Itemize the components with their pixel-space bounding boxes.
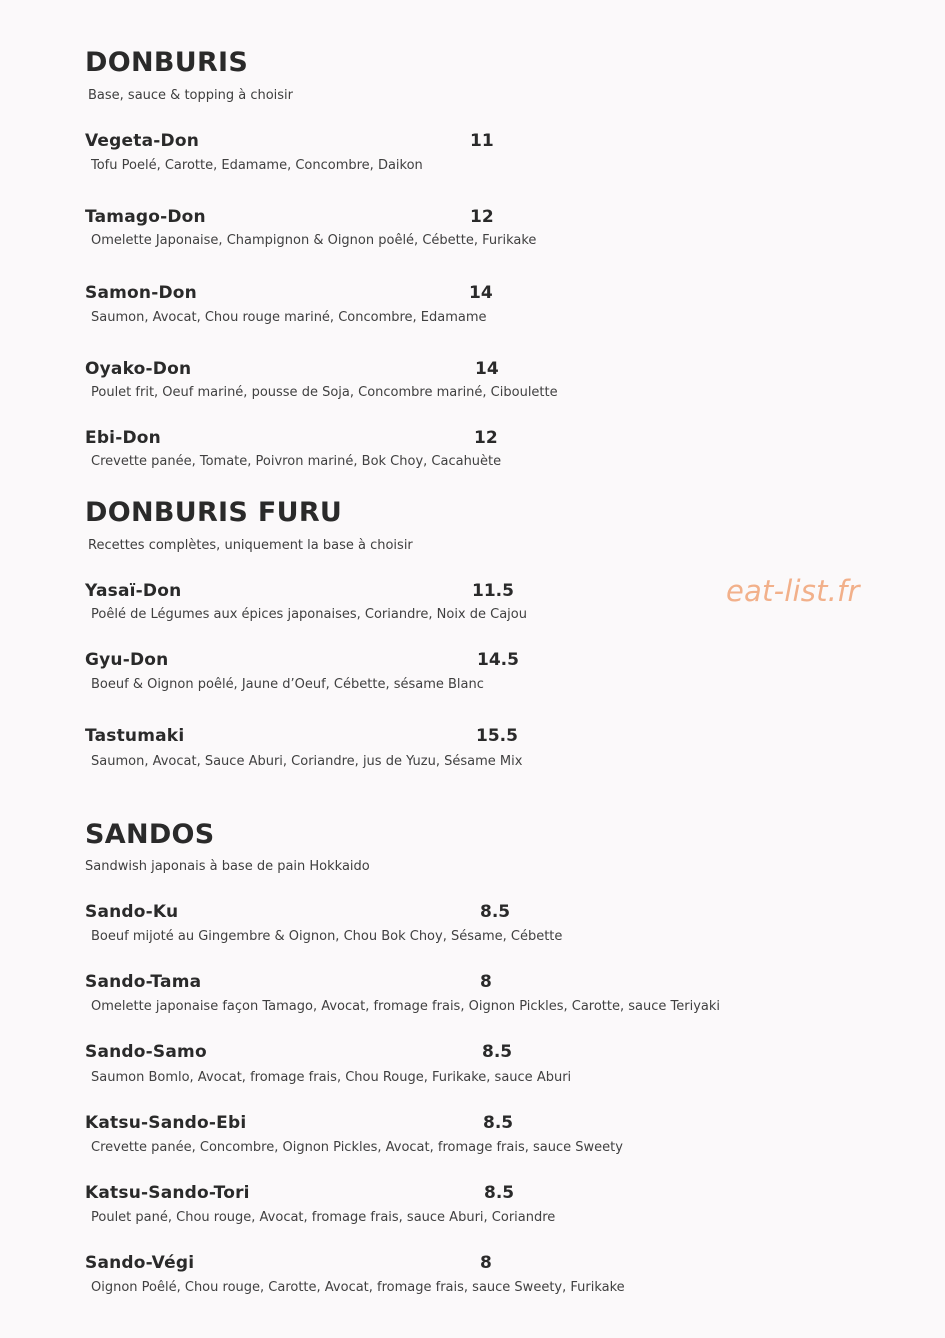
- menu-item-name: Tamago-Don: [85, 207, 206, 227]
- section-subtitle-donburis-furu: Recettes complètes, uniquement la base à choisir: [88, 538, 413, 553]
- menu-item-description: Saumon, Avocat, Chou rouge mariné, Concombre, Edamame: [91, 310, 487, 325]
- menu-item-price: 8: [480, 972, 492, 992]
- section-title-donburis-furu: DONBURIS FURU: [85, 497, 343, 528]
- menu-item-description: Crevette panée, Tomate, Poivron mariné, Bok Choy, Cacahuète: [91, 454, 502, 469]
- menu-item-description: Poulet pané, Chou rouge, Avocat, fromage frais, sauce Aburi, Coriandre: [91, 1210, 556, 1225]
- menu-item-name: Vegeta-Don: [85, 131, 200, 151]
- menu-item-description: Saumon, Avocat, Sauce Aburi, Coriandre, jus de Yuzu, Sésame Mix: [91, 754, 523, 769]
- menu-item-name: Gyu-Don: [85, 650, 169, 670]
- menu-item-description: Boeuf & Oignon poêlé, Jaune d’Oeuf, Cébette, sésame Blanc: [91, 677, 484, 692]
- menu-item-name: Sando-Samo: [85, 1042, 207, 1062]
- menu-item-name: Oyako-Don: [85, 359, 192, 379]
- menu-item-name: Katsu-Sando-Ebi: [85, 1113, 247, 1133]
- menu-item-name: Sando-Tama: [85, 972, 202, 992]
- menu-item-price: 15.5: [476, 726, 518, 746]
- menu-item-price: 14.5: [477, 650, 519, 670]
- menu-item-price: 8.5: [482, 1042, 513, 1062]
- menu-item-price: 8.5: [483, 1113, 514, 1133]
- menu-item-description: Crevette panée, Concombre, Oignon Pickles, Avocat, fromage frais, sauce Sweety: [91, 1140, 623, 1155]
- section-title-sandos: SANDOS: [85, 819, 215, 850]
- section-title-donburis: DONBURIS: [85, 47, 249, 78]
- menu-item-description: Boeuf mijoté au Gingembre & Oignon, Chou Bok Choy, Sésame, Cébette: [91, 929, 563, 944]
- menu-item-name: Tastumaki: [85, 726, 185, 746]
- menu-item-price: 12: [470, 207, 494, 227]
- menu-item-description: Oignon Poêlé, Chou rouge, Carotte, Avocat, fromage frais, sauce Sweety, Furikake: [91, 1280, 625, 1295]
- menu-item-description: Omelette japonaise façon Tamago, Avocat, fromage frais, Oignon Pickles, Carotte, sauce Teriyaki: [91, 999, 721, 1014]
- menu-item-description: Poêlé de Légumes aux épices japonaises, Coriandre, Noix de Cajou: [91, 607, 527, 622]
- menu-item-price: 11: [470, 131, 494, 151]
- menu-item-description: Saumon Bomlo, Avocat, fromage frais, Chou Rouge, Furikake, sauce Aburi: [91, 1070, 572, 1085]
- menu-item-name: Samon-Don: [85, 283, 197, 303]
- menu-item-price: 14: [469, 283, 493, 303]
- section-subtitle-sandos: Sandwish japonais à base de pain Hokkaido: [85, 859, 370, 874]
- menu-item-price: 11.5: [472, 581, 514, 601]
- menu-item-name: Yasaï-Don: [85, 581, 182, 601]
- menu-item-description: Tofu Poelé, Carotte, Edamame, Concombre, Daikon: [91, 158, 423, 173]
- menu-item-name: Katsu-Sando-Tori: [85, 1183, 250, 1203]
- menu-item-name: Ebi-Don: [85, 428, 161, 448]
- menu-item-price: 8.5: [480, 902, 511, 922]
- menu-item-price: 14: [475, 359, 499, 379]
- menu-item-price: 8: [480, 1253, 492, 1273]
- menu-item-description: Omelette Japonaise, Champignon & Oignon poêlé, Cébette, Furikake: [91, 233, 537, 248]
- watermark-logo: eat-list.fr: [726, 574, 860, 608]
- section-subtitle-donburis: Base, sauce & topping à choisir: [88, 88, 294, 103]
- menu-item-price: 12: [474, 428, 498, 448]
- menu-item-name: Sando-Ku: [85, 902, 179, 922]
- menu-item-price: 8.5: [484, 1183, 515, 1203]
- menu-item-name: Sando-Végi: [85, 1253, 195, 1273]
- menu-item-description: Poulet frit, Oeuf mariné, pousse de Soja, Concombre mariné, Ciboulette: [91, 385, 558, 400]
